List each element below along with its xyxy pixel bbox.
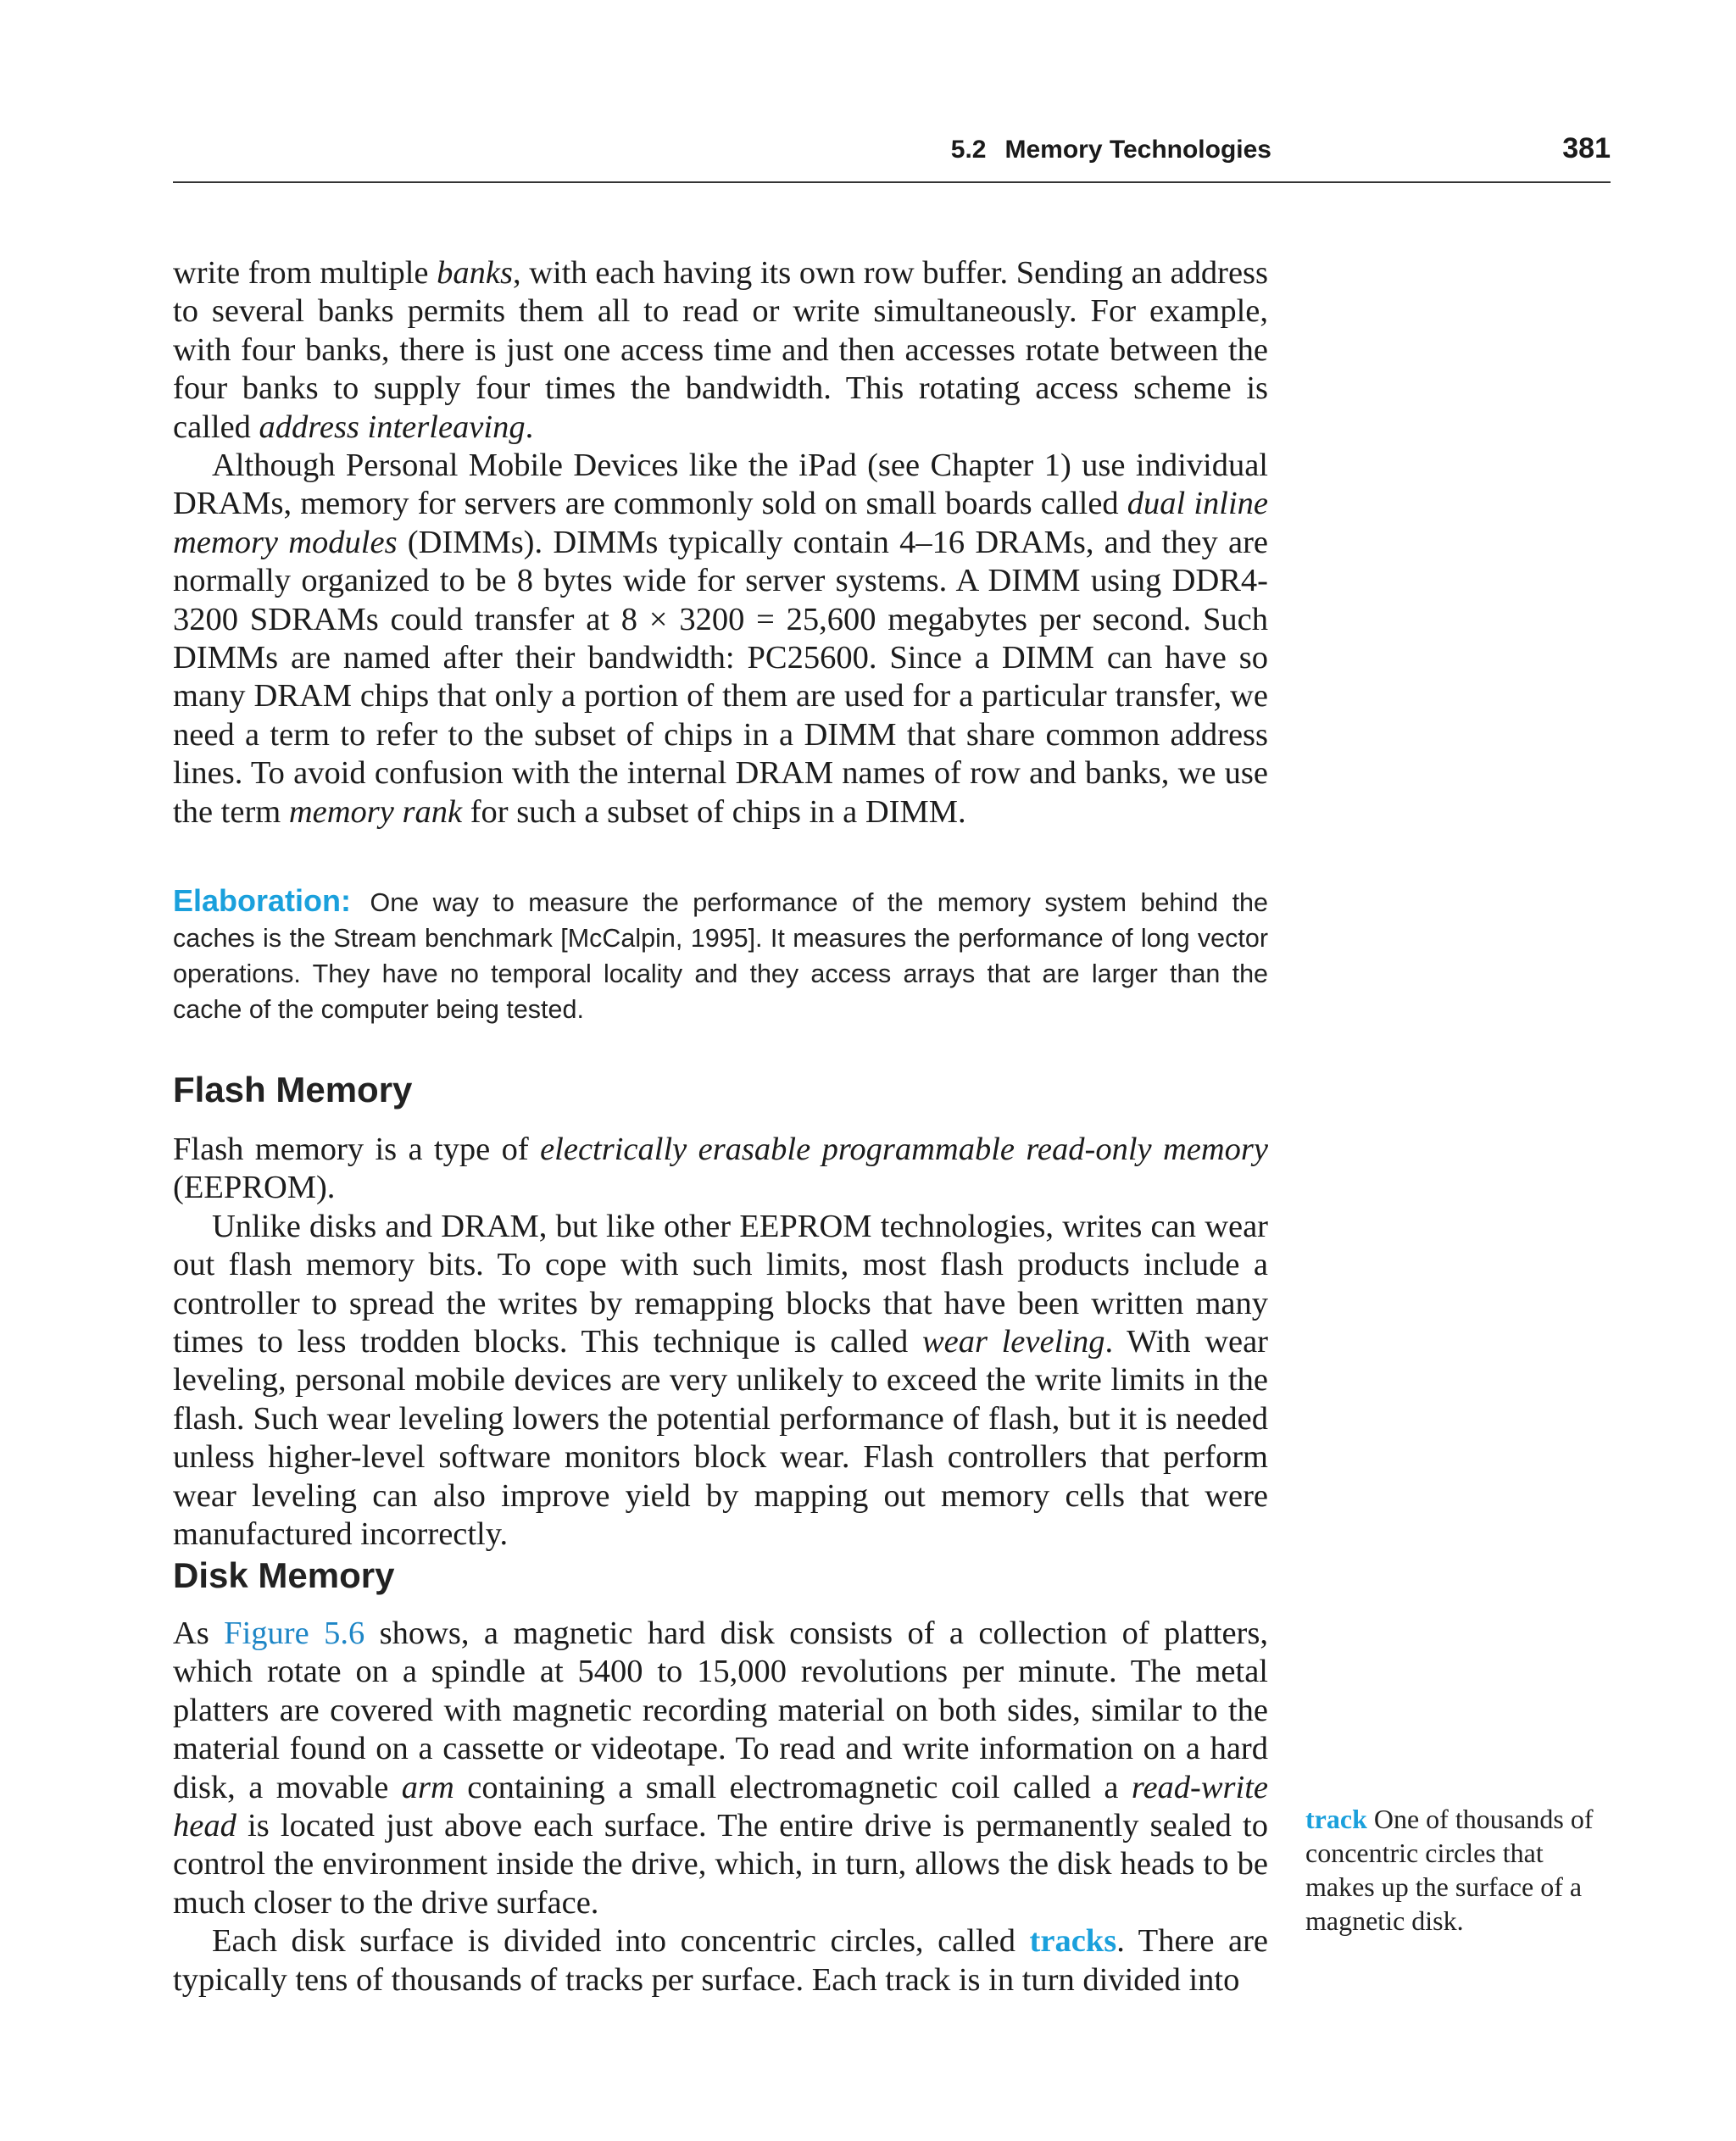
heading-flash-memory: Flash Memory [173, 1070, 413, 1109]
italic-term: read-write head [173, 1769, 1268, 1844]
page-number: 381 [1562, 132, 1611, 164]
figure-link[interactable]: Figure 5.6 [224, 1615, 365, 1651]
body-block-flash [173, 1131, 1268, 1554]
section-number: 5.2 [950, 136, 987, 164]
italic-term: memory rank [288, 793, 463, 830]
italic-term: electrically erasable programmable read-only memory [540, 1132, 1268, 1167]
paragraph-wear-leveling [173, 1208, 1268, 1554]
text-run: for such a subset of chips in a DIMM. [462, 793, 966, 830]
paragraph-hard-disk [173, 1615, 1268, 1922]
text-run: . With wear leveling, personal mobile devices are very unlikely to exceed the write limits in the flash. Such wear leveling lowers the potential performance of flash, but it is needed unless higher-level software monitors block wear. Flash controllers that perform wear leveling can also improve yield by mapping out memory cells that were manufactured incorrectly. [173, 1324, 1268, 1553]
text-run: Unlike disks and DRAM, but like other EEPROM technologies, writes can wear out flash memory bits. To cope with such limits, most flash products include a controller to spread the writes by remapping blocks that have been written many times to less trodden blocks. This technique is called [173, 1208, 1268, 1360]
text-run: write from multiple [173, 255, 437, 291]
text-run: Each disk surface is divided into concentric circles, called [212, 1923, 1030, 1960]
margin-definition: One of thousands of concentric circles that makes up the surface of a magnetic disk. [1305, 1804, 1594, 1936]
text-run: (DIMMs). DIMMs typically contain 4–16 DRAMs, and they are normally organized to be 8 bytes wide for server systems. A DIMM using DDR4-3200 SDRAMs could transfer at 8 × 3200 = 25,600 megabytes per second. Such DIMMs are named after their bandwidth: PC25600. Since a DIMM can have so many DRAM chips that only a portion of them are used for a particular transfer, we need a term to refer to the subset of chips in a DIMM that share common address lines. To avoid confusion with the internal DRAM names of row and banks, we use the term [173, 524, 1268, 830]
italic-term: address interleaving [259, 409, 526, 445]
text-run: is located just above each surface. The entire drive is permanently sealed to control the environment inside the drive, which, in turn, allows the disk heads to be much closer to the drive surface. [173, 1808, 1268, 1921]
elaboration-box [173, 883, 1268, 1027]
text-run: Flash memory is a type of [173, 1132, 541, 1167]
heading-disk-memory: Disk Memory [173, 1555, 395, 1595]
running-header [173, 127, 1611, 183]
italic-term: arm [401, 1769, 454, 1805]
margin-term: track [1305, 1804, 1367, 1834]
section-title [951, 136, 1271, 164]
margin-definition-track [1305, 1802, 1611, 1938]
text-run: . [525, 409, 534, 445]
paragraph-banks [173, 254, 1268, 447]
text-run: As [173, 1615, 225, 1651]
key-term-tracks: tracks [1029, 1923, 1117, 1960]
paragraph-tracks [173, 1922, 1268, 1999]
text-run: (EEPROM). [173, 1170, 336, 1206]
italic-term: dual inline memory modules [173, 486, 1269, 560]
body-block-1 [173, 254, 1268, 831]
italic-term: wear leveling [921, 1324, 1105, 1360]
text-run: containing a small electromagnetic coil called a [453, 1769, 1132, 1805]
text-run: . There are typically tens of thousands of tracks per surface. Each track is in turn divided into [173, 1923, 1268, 1998]
paragraph-dimms [173, 447, 1268, 831]
text-run: Although Personal Mobile Devices like the iPad (see Chapter 1) use individual DRAMs, memory for servers are commonly sold on small boards called [173, 448, 1268, 522]
elaboration-label: Elaboration: [173, 883, 352, 918]
text-run: shows, a magnetic hard disk consists of a collection of platters, which rotate on a spindle at 5400 to 15,000 revolutions per minute. The metal platters are covered with magnetic recording material on both sides, similar to the material found on a cassette or videotape. To read and write information on a hard disk, a movable [173, 1615, 1268, 1805]
paragraph-flash-definition [173, 1131, 1268, 1208]
text-run: , with each having its own row buffer. Sending an address to several banks permits them all to read or write simultaneously. For example, with four banks, there is just one access time and then accesses rotate between the four banks to supply four times the bandwidth. This rotating access scheme is called [173, 255, 1268, 445]
italic-term: banks [437, 255, 513, 291]
section-name: Memory Technologies [1004, 136, 1271, 164]
elaboration-text: One way to measure the performance of the memory system behind the caches is the Stream benchmark [McCalpin, 1995]. It measures the performance of long vector operations. They have no temporal locality and they access arrays that are larger than the cache of the computer being tested. [173, 888, 1268, 1024]
body-block-disk [173, 1615, 1268, 1999]
